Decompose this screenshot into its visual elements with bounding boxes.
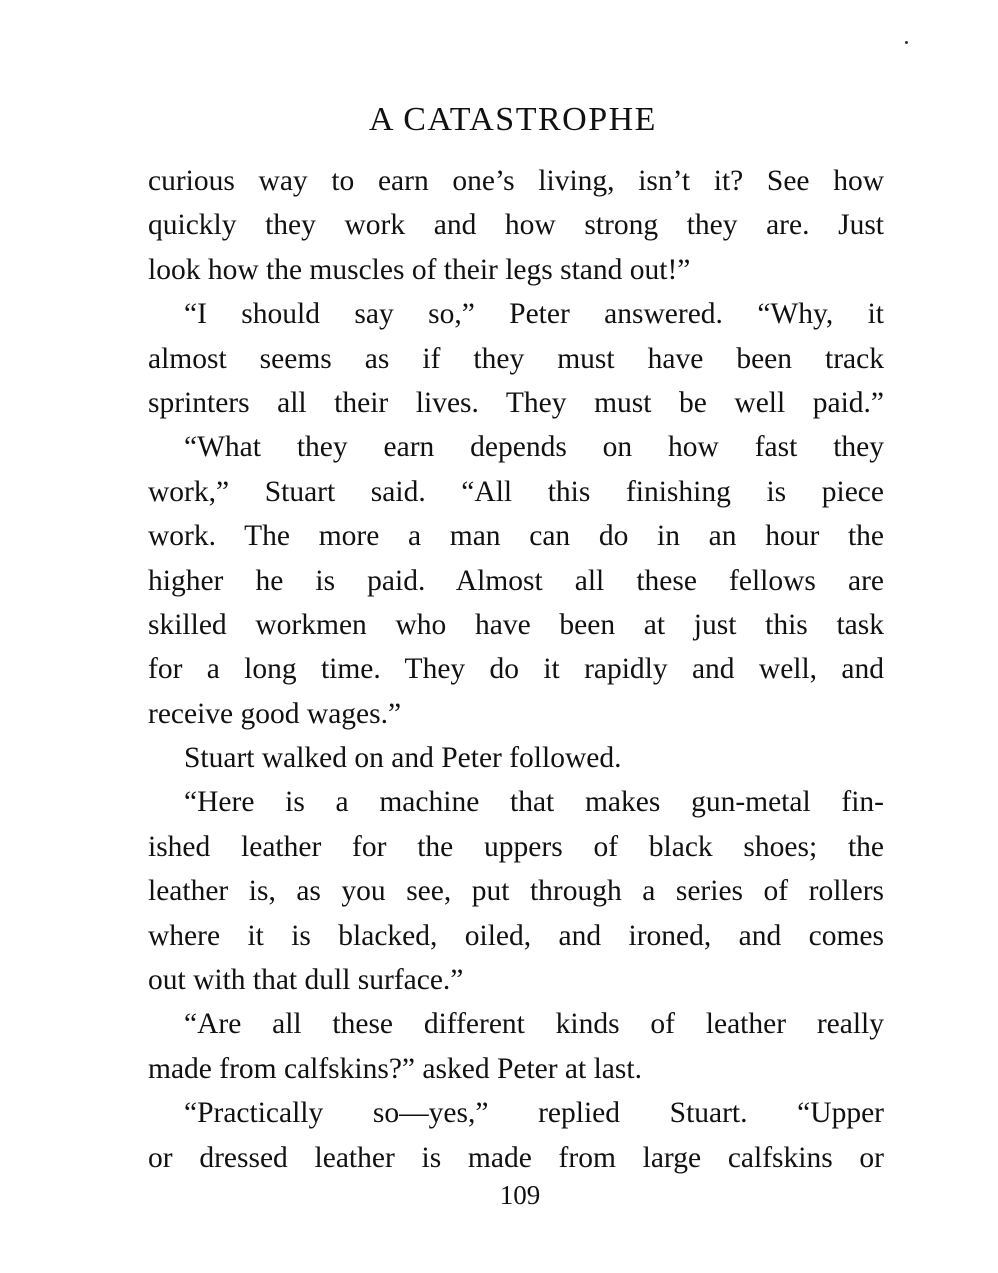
text-line: work,” Stuart said. “All this finishing is piece	[148, 475, 884, 508]
text-line: work. The more a man can do in an hour the	[148, 520, 884, 553]
text-line: “Practically so—yes,” replied Stuart. “Upper	[184, 1097, 884, 1130]
text-line: “What they earn depends on how fast they	[184, 431, 884, 464]
text-line: skilled workmen who have been at just this task	[148, 608, 884, 641]
text-line: higher he is paid. Almost all these fellows are	[148, 564, 884, 597]
text-line: almost seems as if they must have been track	[148, 342, 884, 375]
text-line: or dressed leather is made from large calfskins or	[148, 1141, 884, 1174]
text-line: receive good wages.”	[148, 697, 402, 730]
text-line: “I should say so,” Peter answered. “Why, it	[184, 298, 884, 331]
running-head: A CATASTROPHE	[369, 101, 657, 138]
text-line: “Here is a machine that makes gun-metal fin-	[184, 786, 884, 819]
text-line: quickly they work and how strong they are. Just	[148, 209, 884, 242]
text-line: look how the muscles of their legs stand out!”	[148, 253, 691, 286]
text-line: leather is, as you see, put through a series of rollers	[148, 875, 884, 908]
text-line: for a long time. They do it rapidly and well, and	[148, 653, 884, 686]
body-text	[148, 159, 884, 1180]
scan-speck	[905, 41, 908, 44]
text-line: where it is blacked, oiled, and ironed, and comes	[148, 919, 884, 952]
text-line: out with that dull surface.”	[148, 964, 464, 997]
text-line: “Are all these different kinds of leather really	[184, 1008, 884, 1041]
text-line: sprinters all their lives. They must be well paid.”	[148, 386, 884, 419]
text-line: curious way to earn one’s living, isn’t it? See how	[148, 165, 884, 197]
page-number: 109	[499, 1180, 541, 1210]
text-line: Stuart walked on and Peter followed.	[184, 742, 622, 775]
text-line: made from calfskins?” asked Peter at last.	[148, 1052, 642, 1085]
text-line: ished leather for the uppers of black shoes; the	[148, 830, 884, 863]
